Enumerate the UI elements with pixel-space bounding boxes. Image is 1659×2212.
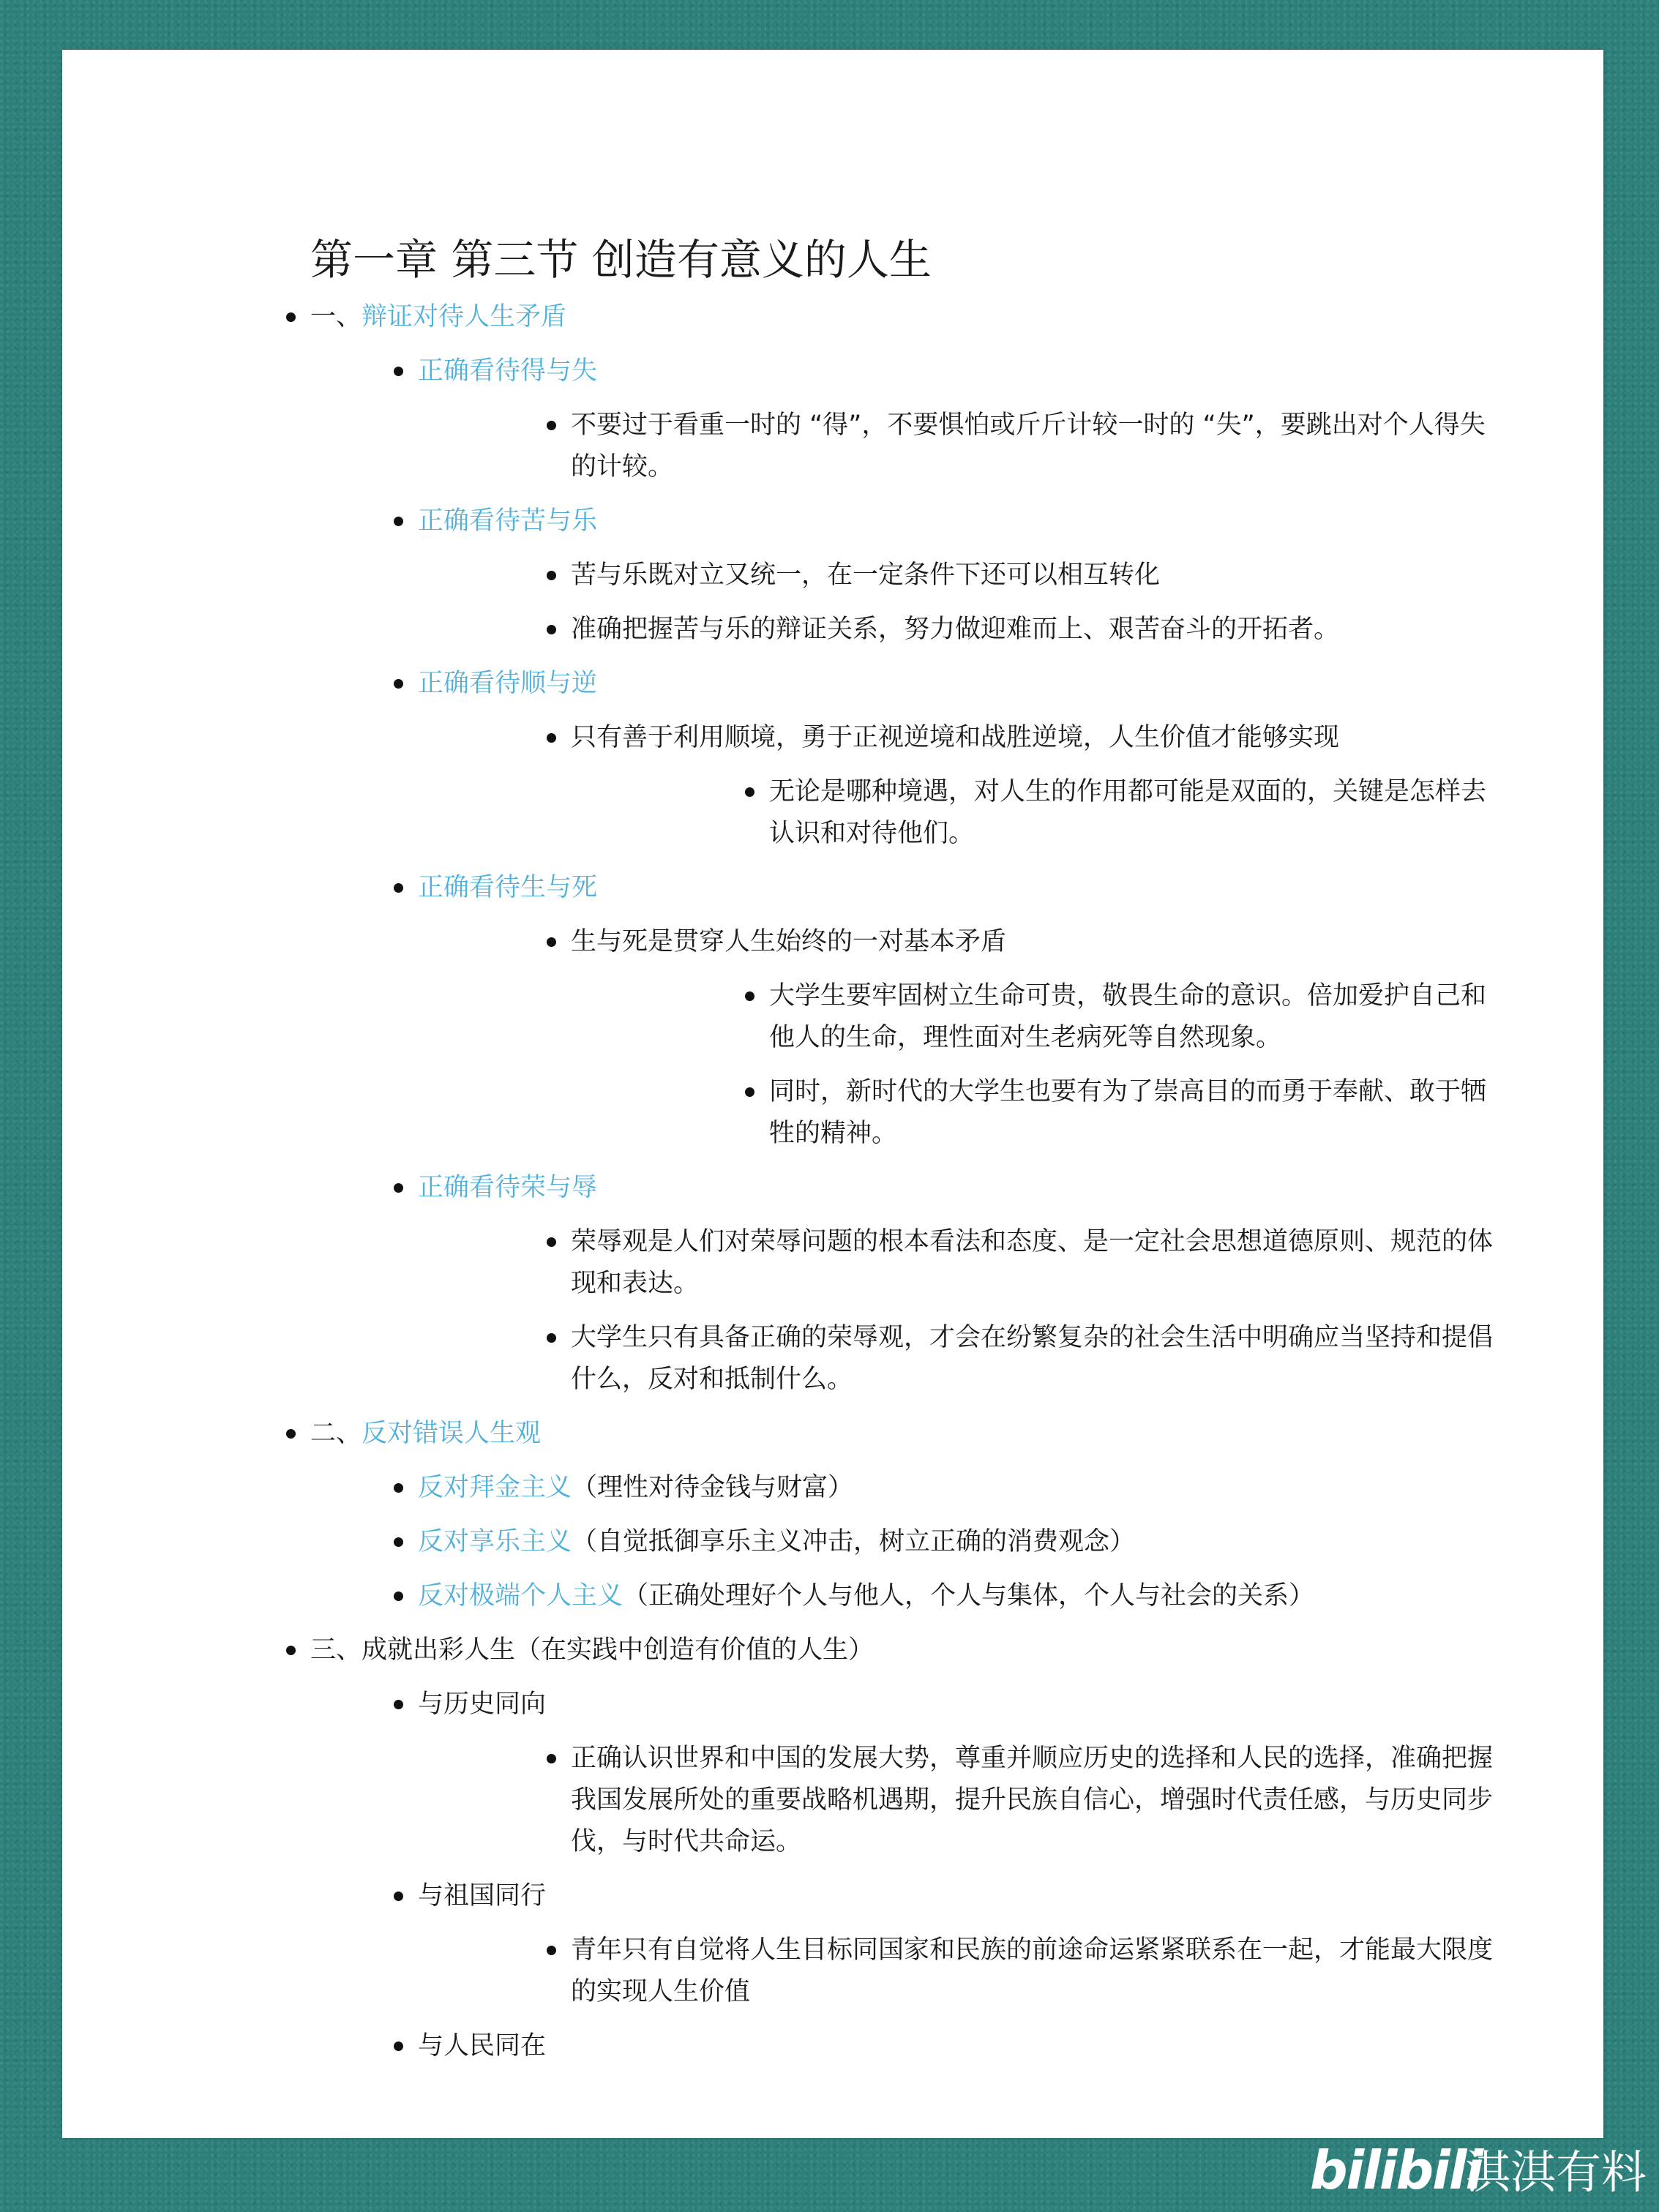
sub-list (310, 1684, 1508, 2067)
topic-heading: 与祖国同行 (418, 1881, 547, 1911)
point-item: 不要过于看重一时的 “得”，不要惧怕或斤斤计较一时的 “失”，要跳出对个人得失的计较。 (418, 405, 1508, 488)
point-item (418, 717, 1508, 855)
topic-note: （理性对待金钱与财富） (572, 1473, 854, 1503)
topic-item (310, 1467, 1508, 1509)
point-item: 荣辱观是人们对荣辱问题的根本看法和态度、是一定社会思想道德原则、规范的体现和表达。 (418, 1221, 1508, 1305)
topic-link[interactable]: 正确看待苦与乐 (418, 506, 598, 536)
point-item: 准确把握苦与乐的辩证关系，努力做迎难而上、艰苦奋斗的开拓者。 (418, 609, 1508, 651)
topic-item (310, 500, 1508, 651)
outline-content (249, 233, 1508, 2067)
point-item (418, 921, 1508, 1155)
point-list (418, 1930, 1508, 2013)
section-item (249, 1413, 1508, 1617)
topic-heading: 与人民同在 (418, 2031, 547, 2061)
subpoint-list (571, 771, 1508, 855)
topic-item (310, 350, 1508, 488)
topic-link[interactable]: 正确看待荣与辱 (418, 1173, 598, 1203)
topic-link[interactable]: 正确看待生与死 (418, 873, 598, 903)
topic-item (310, 2025, 1508, 2067)
sub-list (310, 350, 1508, 1401)
point-list (418, 555, 1508, 651)
point-item: 正确认识世界和中国的发展大势，尊重并顺应历史的选择和人民的选择，准确把握我国发展所处的重要战略机遇期，提升民族自信心，增强时代责任感，与历史同步伐，与时代共命运。 (418, 1738, 1508, 1863)
section-link[interactable]: 反对错误人生观 (362, 1419, 542, 1449)
page-title: 第一章 第三节 创造有意义的人生 (310, 235, 932, 285)
document-page (62, 50, 1603, 2138)
section-item (249, 1630, 1508, 2067)
topic-item (310, 1521, 1508, 1563)
topic-note: （正确处理好个人与他人，个人与集体，个人与社会的关系） (623, 1581, 1315, 1611)
point-item: 青年只有自觉将人生目标同国家和民族的前途命运紧紧联系在一起，才能最大限度的实现人生价值 (418, 1930, 1508, 2013)
watermark-brand: 淇淇有料 (1465, 2145, 1647, 2199)
point-list (418, 921, 1508, 1155)
topic-link[interactable]: 正确看待顺与逆 (418, 669, 598, 699)
topic-link[interactable]: 反对拜金主义 (418, 1473, 572, 1503)
point-list (418, 717, 1508, 855)
point-item: 大学生只有具备正确的荣辱观，才会在纷繁复杂的社会生活中明确应当坚持和提倡什么，反对和抵制什么。 (418, 1317, 1508, 1401)
topic-note: （自觉抵御享乐主义冲击，树立正确的消费观念） (572, 1527, 1136, 1557)
point-list (418, 405, 1508, 488)
point-text: 生与死是贯穿人生始终的一对基本矛盾 (571, 927, 1007, 957)
section-prefix: 一、 (310, 302, 362, 332)
topic-item (310, 1875, 1508, 2013)
point-list (418, 1221, 1508, 1401)
topic-link[interactable]: 反对享乐主义 (418, 1527, 572, 1557)
point-list (418, 1738, 1508, 1863)
section-link[interactable]: 辩证对待人生矛盾 (362, 302, 567, 332)
point-item: 苦与乐既对立又统一，在一定条件下还可以相互转化 (418, 555, 1508, 596)
point-text: 只有善于利用顺境，勇于正视逆境和战胜逆境，人生价值才能够实现 (571, 723, 1340, 753)
section-heading: 三、成就出彩人生（在实践中创造有价值的人生） (310, 1635, 875, 1665)
topic-link[interactable]: 正确看待得与失 (418, 356, 598, 386)
topic-item (310, 1167, 1508, 1401)
topic-heading: 与历史同向 (418, 1690, 547, 1720)
section-item (249, 296, 1508, 1401)
topic-item (310, 663, 1508, 855)
topic-item (310, 867, 1508, 1155)
subpoint-item: 大学生要牢固树立生命可贵，敬畏生命的意识。倍加爱护自己和他人的生命，理性面对生老病死等自然现象。 (571, 975, 1508, 1059)
bilibili-logo: bilibili (1310, 2140, 1483, 2201)
subpoint-item: 无论是哪种境遇，对人生的作用都可能是双面的，关键是怎样去认识和对待他们。 (571, 771, 1508, 855)
section-prefix: 二、 (310, 1419, 362, 1449)
subpoint-item: 同时，新时代的大学生也要有为了崇高目的而勇于奉献、敢于牺牲的精神。 (571, 1071, 1508, 1155)
outline-list (249, 296, 1508, 2067)
topic-item (310, 1684, 1508, 1863)
subpoint-list (571, 975, 1508, 1155)
sub-list (310, 1467, 1508, 1617)
topic-link[interactable]: 反对极端个人主义 (418, 1581, 623, 1611)
topic-item (310, 1575, 1508, 1617)
